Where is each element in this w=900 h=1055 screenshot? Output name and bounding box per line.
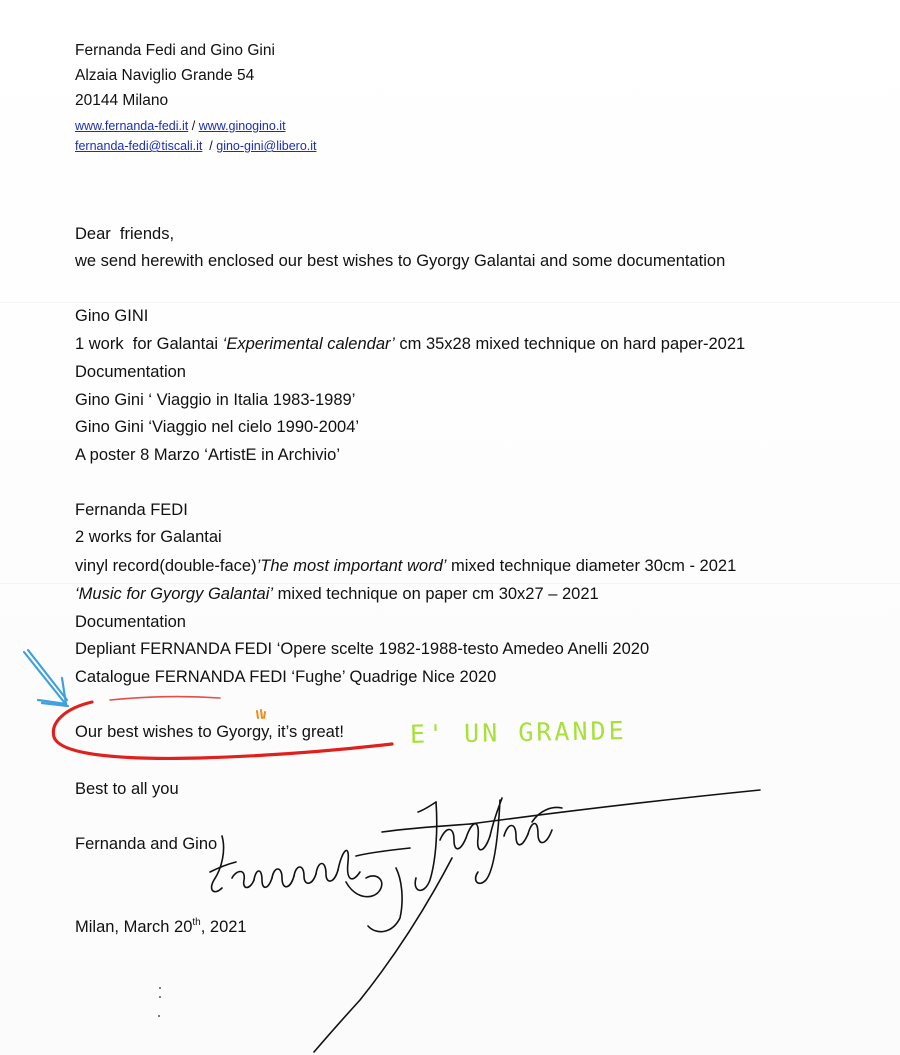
stray-dots xyxy=(158,987,161,1017)
gino-doc-item: Gino Gini ‘ Viaggio in Italia 1983-1989’ xyxy=(75,391,356,409)
link-separator: / xyxy=(188,119,199,133)
fernanda-doc-item: Catalogue FERNANDA FEDI ‘Fughe’ Quadrige Nice 2020 xyxy=(75,668,497,686)
best-line: Best to all you xyxy=(75,780,179,798)
salutation: Dear friends, xyxy=(75,225,175,243)
website-link-fedi[interactable]: www.fernanda-fedi.it xyxy=(75,119,189,133)
link-separator: / xyxy=(202,139,217,153)
fernanda-work-1-title: ’The most important word’ xyxy=(256,557,447,575)
email-link-gini[interactable]: gino-gini@libero.it xyxy=(216,139,317,153)
gino-work-details: cm 35x28 mixed technique on hard paper-2021 xyxy=(394,335,746,353)
wishes-line: Our best wishes to Gyorgy, it’s great! xyxy=(75,723,344,741)
fernanda-work-1-prefix: vinyl record(double-face) xyxy=(75,557,257,575)
fernanda-work-1-details: mixed technique diameter 30cm - 2021 xyxy=(446,557,737,575)
signature-gino xyxy=(314,790,760,1052)
fernanda-work-2-title: ‘Music for Gyorgy Galantai’ xyxy=(75,585,274,603)
date-ordinal: th xyxy=(192,917,201,928)
handwritten-note: E' UN GRANDE xyxy=(409,716,627,749)
gino-doc-item: A poster 8 Marzo ‘ArtistE in Archivio’ xyxy=(75,446,341,464)
signature-fernanda xyxy=(210,836,410,932)
fernanda-works-count: 2 works for Galantai xyxy=(75,528,222,546)
gino-work-prefix: 1 work for Galantai xyxy=(75,335,223,353)
email-link-fedi[interactable]: fernanda-fedi@tiscali.it xyxy=(75,139,203,153)
signoff-line: Fernanda and Gino xyxy=(75,835,218,853)
gino-doc-heading: Documentation xyxy=(75,363,186,381)
fernanda-doc-item: Depliant FERNANDA FEDI ‘Opere scelte 1982-1988-testo Amedeo Anelli 2020 xyxy=(75,640,650,658)
fernanda-doc-heading: Documentation xyxy=(75,613,186,631)
gino-doc-item: Gino Gini ‘Viaggio nel cielo 1990-2004’ xyxy=(75,418,360,436)
website-link-gini[interactable]: www.ginogino.it xyxy=(198,119,286,133)
date-text: Milan, March 20 xyxy=(75,918,193,936)
sender-city: 20144 Milano xyxy=(75,92,169,109)
intro-sentence: we send herewith enclosed our best wishes to Gyorgy Galantai and some documentation xyxy=(75,252,726,270)
fernanda-work-2-details: mixed technique on paper cm 30x27 – 2021 xyxy=(273,585,599,603)
sender-names: Fernanda Fedi and Gino Gini xyxy=(75,42,275,59)
sender-street: Alzaia Naviglio Grande 54 xyxy=(75,67,255,84)
date-year: , 2021 xyxy=(200,918,247,936)
fernanda-heading: Fernanda FEDI xyxy=(75,501,188,519)
gino-work-title: ‘Experimental calendar’ xyxy=(222,335,395,353)
gino-heading: Gino GINI xyxy=(75,307,149,325)
